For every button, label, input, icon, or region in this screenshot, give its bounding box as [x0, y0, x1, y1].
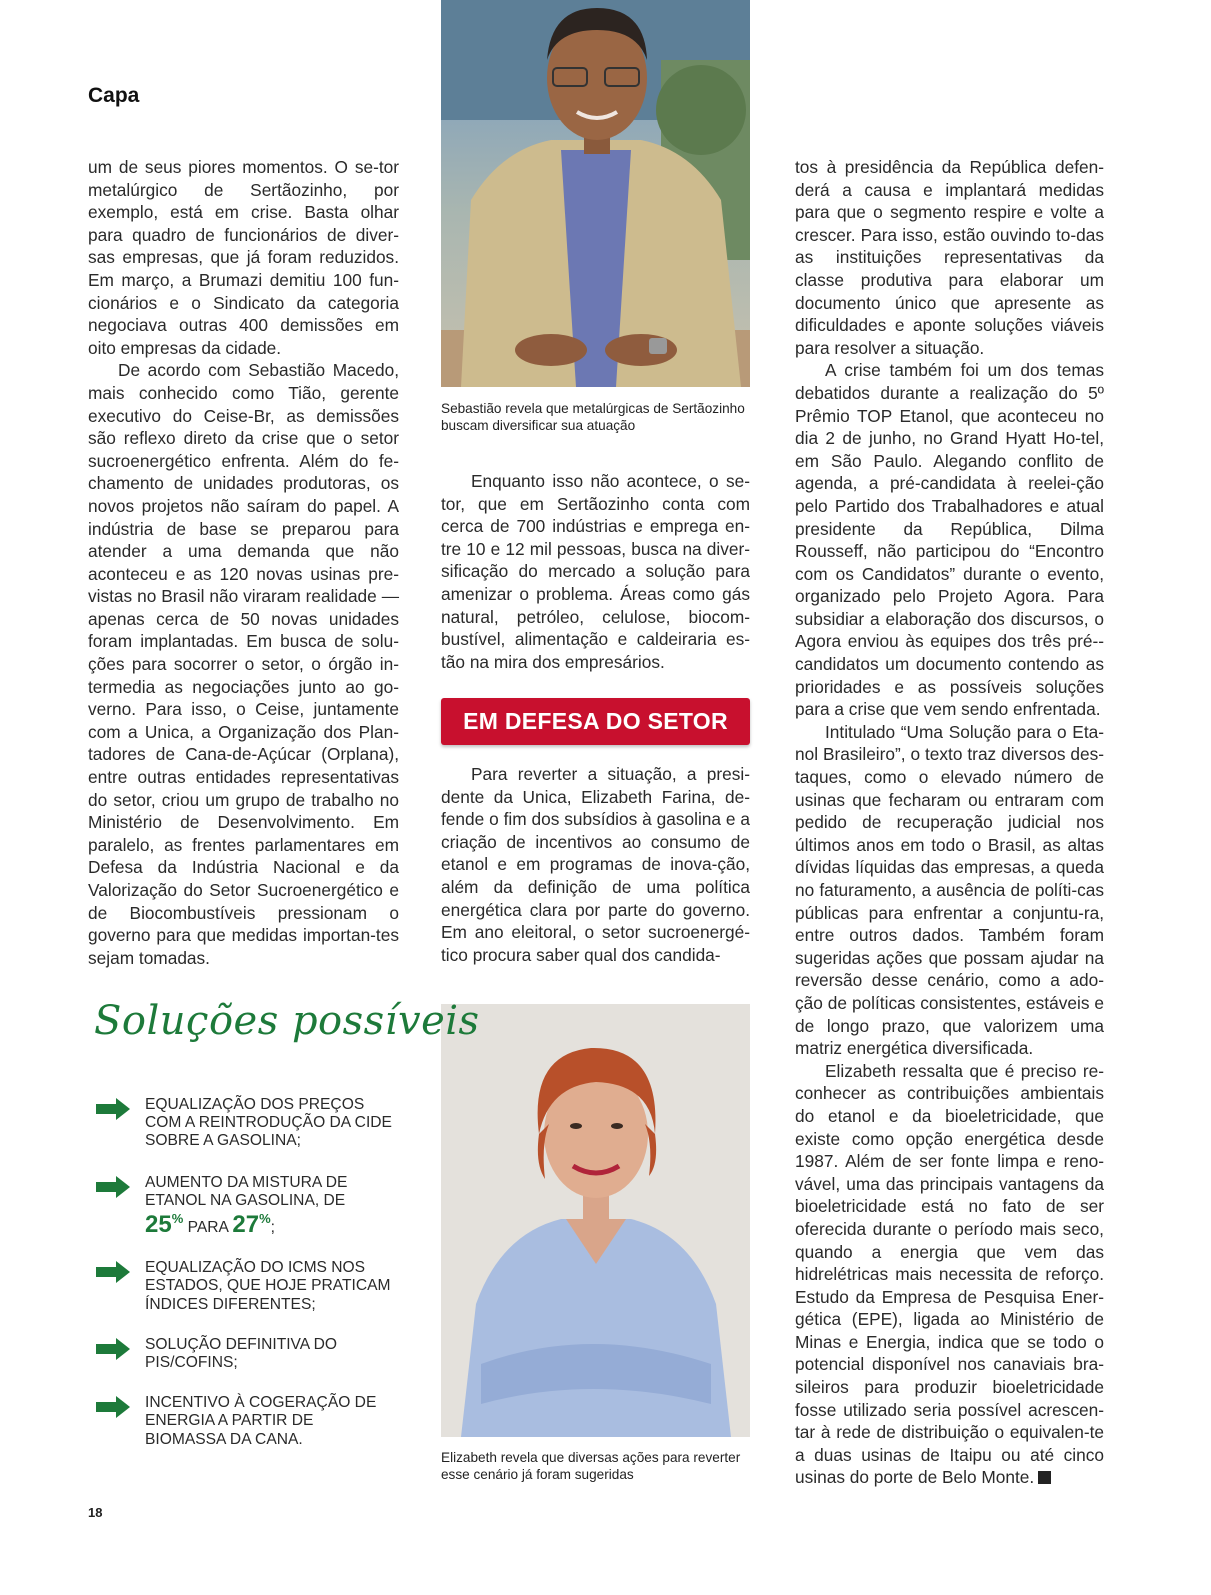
- solution-text: EQUALIZAÇÃO DOS PREÇOS COM A REINTRODUÇÃO DA CIDE SOBRE A GASOLINA;: [145, 1096, 392, 1150]
- list-item: [96, 1336, 396, 1372]
- paragraph: Intitulado “Uma Solução para o Eta-nol Brasileiro”, o texto traz diversos des-taques, como o elevado número de usinas que fecharam ou entraram com pedido de recuperação judicial nos últimos anos em todo o Brasil, as altas dívidas líquidas das empresas, a queda no faturamento, a ausência de políti-cas públicas para enfrentar a conjuntu-ra, entre outros dados. Também foram sugeridas ações que possam ajudar na reversão desse cenário, como a ado-ção de políticas consistentes, estáveis e de longo prazo, que valorizem uma matriz energética diversificada.: [795, 721, 1104, 1059]
- article-column-2: [441, 470, 750, 673]
- paragraph: [795, 1060, 1104, 1489]
- paragraph: De acordo com Sebastião Macedo, mais conhecido como Tião, gerente executivo do Ceise-Br, as demissões são reflexo direto da crise que o setor sucroenergético enfrenta. Além do fe-chamento de unidades produtoras, os novos projetos não saíram do papel. A indústria de base se preparou para atender a uma demanda que não aconteceu e as 120 novas usinas pre-vistas no Brasil não viraram realidade —apenas cerca de 50 novas unidades foram implantadas. Em busca de solu-ções para socorrer o setor, o órgão in-termedia as negociações junto ao go-verno. Para isso, o Ceise, juntamente com a Unica, a Organização dos Plan-tadores de Cana-de-Açúcar (Orplana), entre outras entidades representativas do setor, criou um grupo de trabalho no Ministério de Desenvolvimento. Em paralelo, as frentes parlamentares em Defesa da Indústria Nacional e da Valorização do Setor Sucroenergético e de Biocombustíveis pressionam o governo para que medidas importan-tes sejam tomadas.: [88, 360, 399, 968]
- article-column-1: [88, 156, 399, 969]
- photo-caption: Elizabeth revela que diversas ações para reverter esse cenário já foram sugeridas: [441, 1450, 741, 1482]
- list-item: [96, 1096, 396, 1151]
- paragraph: tos à presidência da República defen-derá a causa e implantará medidas para que o segmento respire e volte a crescer. Para isso, estão ouvindo to-das as instituições representativas da classe produtiva para elaborar um documento único que apresente as dificuldades e aponte soluções viáveis para resolver a situação.: [795, 157, 1104, 358]
- section-banner: EM DEFESA DO SETOR: [441, 698, 750, 745]
- green-arrow-icon: [96, 1261, 130, 1283]
- solution-text: SOLUÇÃO DEFINITIVA DO PIS/COFINS;: [145, 1335, 338, 1372]
- portrait-man-illustration: [441, 0, 750, 387]
- paragraph: um de seus piores momentos. O se-tor metalúrgico de Sertãozinho, por exemplo, está em crise. Basta olhar para quadro de funcionários de diver-sas empresas, que já foram reduzidos. Em março, a Brumazi demitiu 100 fun-cionários e o Sindicato da categoria negociava outras 400 demissões em oito empresas da cidade.: [88, 157, 399, 358]
- green-arrow-icon: [96, 1338, 130, 1360]
- list-item: [96, 1259, 396, 1314]
- photo-sebastiao: [441, 0, 750, 387]
- photo-elizabeth: [441, 1004, 750, 1437]
- blend-to-word: PARA: [187, 1219, 229, 1237]
- section-label: Capa: [88, 84, 140, 107]
- green-arrow-icon: [96, 1396, 130, 1418]
- green-arrow-icon: [96, 1098, 130, 1120]
- solution-text: EQUALIZAÇÃO DO ICMS NOS ESTADOS, QUE HOJE PRATICAM ÍNDICES DIFERENTES;: [145, 1259, 391, 1313]
- article-column-2-continued: [441, 763, 750, 966]
- photo-caption: Sebastião revela que metalúrgicas de Sertãozinho buscam diversificar sua atuação: [441, 401, 745, 433]
- solution-text: AUMENTO DA MISTURA DE ETANOL NA GASOLINA, DE: [145, 1173, 348, 1209]
- blend-to-value: 27%: [232, 1211, 271, 1239]
- green-arrow-icon: [96, 1176, 130, 1198]
- solutions-title: Soluções possíveis: [94, 998, 480, 1044]
- list-item: AUMENTO DA MISTURA DE ETANOL NA GASOLINA, DE 25% PARA 27%;: [96, 1174, 396, 1238]
- blend-from-value: 25%: [145, 1211, 184, 1239]
- article-column-3: [795, 156, 1104, 1489]
- paragraph-text: Elizabeth ressalta que é preciso re-conhecer as contribuições ambientais do etanol e da bioeletricidade, que existe como opção energética desde 1987. Além de ser fonte limpa e reno-vável, uma das principais vantagens da bioeletricidade está no fato de ser oferecida durante o período mais seco, quando a energia que vem das hidrelétricas mais necessita de reforço. Estudo da Empresa de Pesquisa Ener-gética (EPE), ligada ao Ministério de Minas e Energia, indica que se todo o potencial disponível nos canaviais bra-sileiros para produzir bioeletricidade fosse utilizado seria possível acrescen-tar à rede de distribuição o equivalen-te a duas usinas de Itaipu ou até cinco usinas do porte de Belo Monte.: [795, 1060, 1104, 1488]
- paragraph: Para reverter a situação, a presi-dente da Unica, Elizabeth Farina, de-fende o fim dos subsídios à gasolina e a criação de incentivos ao consumo de etanol e em programas de inova-ção, além da definição de uma política energética clara por parte do governo. Em ano eleitoral, o setor sucroenergé-tico procura saber qual dos candida-: [441, 764, 750, 965]
- solutions-list: [96, 1096, 396, 1449]
- paragraph: A crise também foi um dos temas debatidos durante a realização do 5º Prêmio TOP Etanol, que aconteceu no dia 2 de junho, no Grand Hyatt Ho-tel, em São Paulo. Alegando conflito de agenda, a pré-candidata à reelei-ção pelo Partido dos Trabalhadores e atual presidente da República, Dilma Rousseff, não participou do “Encontro com os Candidatos” durante o evento, organizado pelo Projeto Agora. Para subsidiar a elaboração dos discursos, o Agora enviou às equipes dos três pré--candidatos um documento contendo as prioridades e as possíveis soluções para a crise que vem sendo enfrentada.: [795, 360, 1104, 720]
- list-item: [96, 1394, 396, 1449]
- page-number: 18: [88, 1505, 103, 1520]
- portrait-woman-illustration: [441, 1004, 750, 1437]
- paragraph: Enquanto isso não acontece, o se-tor, que em Sertãozinho conta com cerca de 700 indústrias e emprega en-tre 10 e 12 mil pessoas, busca na diver-sificação do mercado a solução para amenizar o problema. Áreas como gás natural, petróleo, celulose, biocom-bustível, alimentação e caldeiraria es-tão na mira dos empresários.: [441, 471, 750, 672]
- solution-text: INCENTIVO À COGERAÇÃO DE ENERGIA A PARTIR DE BIOMASSA DA CANA.: [145, 1394, 377, 1448]
- end-of-article-icon: [1038, 1471, 1051, 1484]
